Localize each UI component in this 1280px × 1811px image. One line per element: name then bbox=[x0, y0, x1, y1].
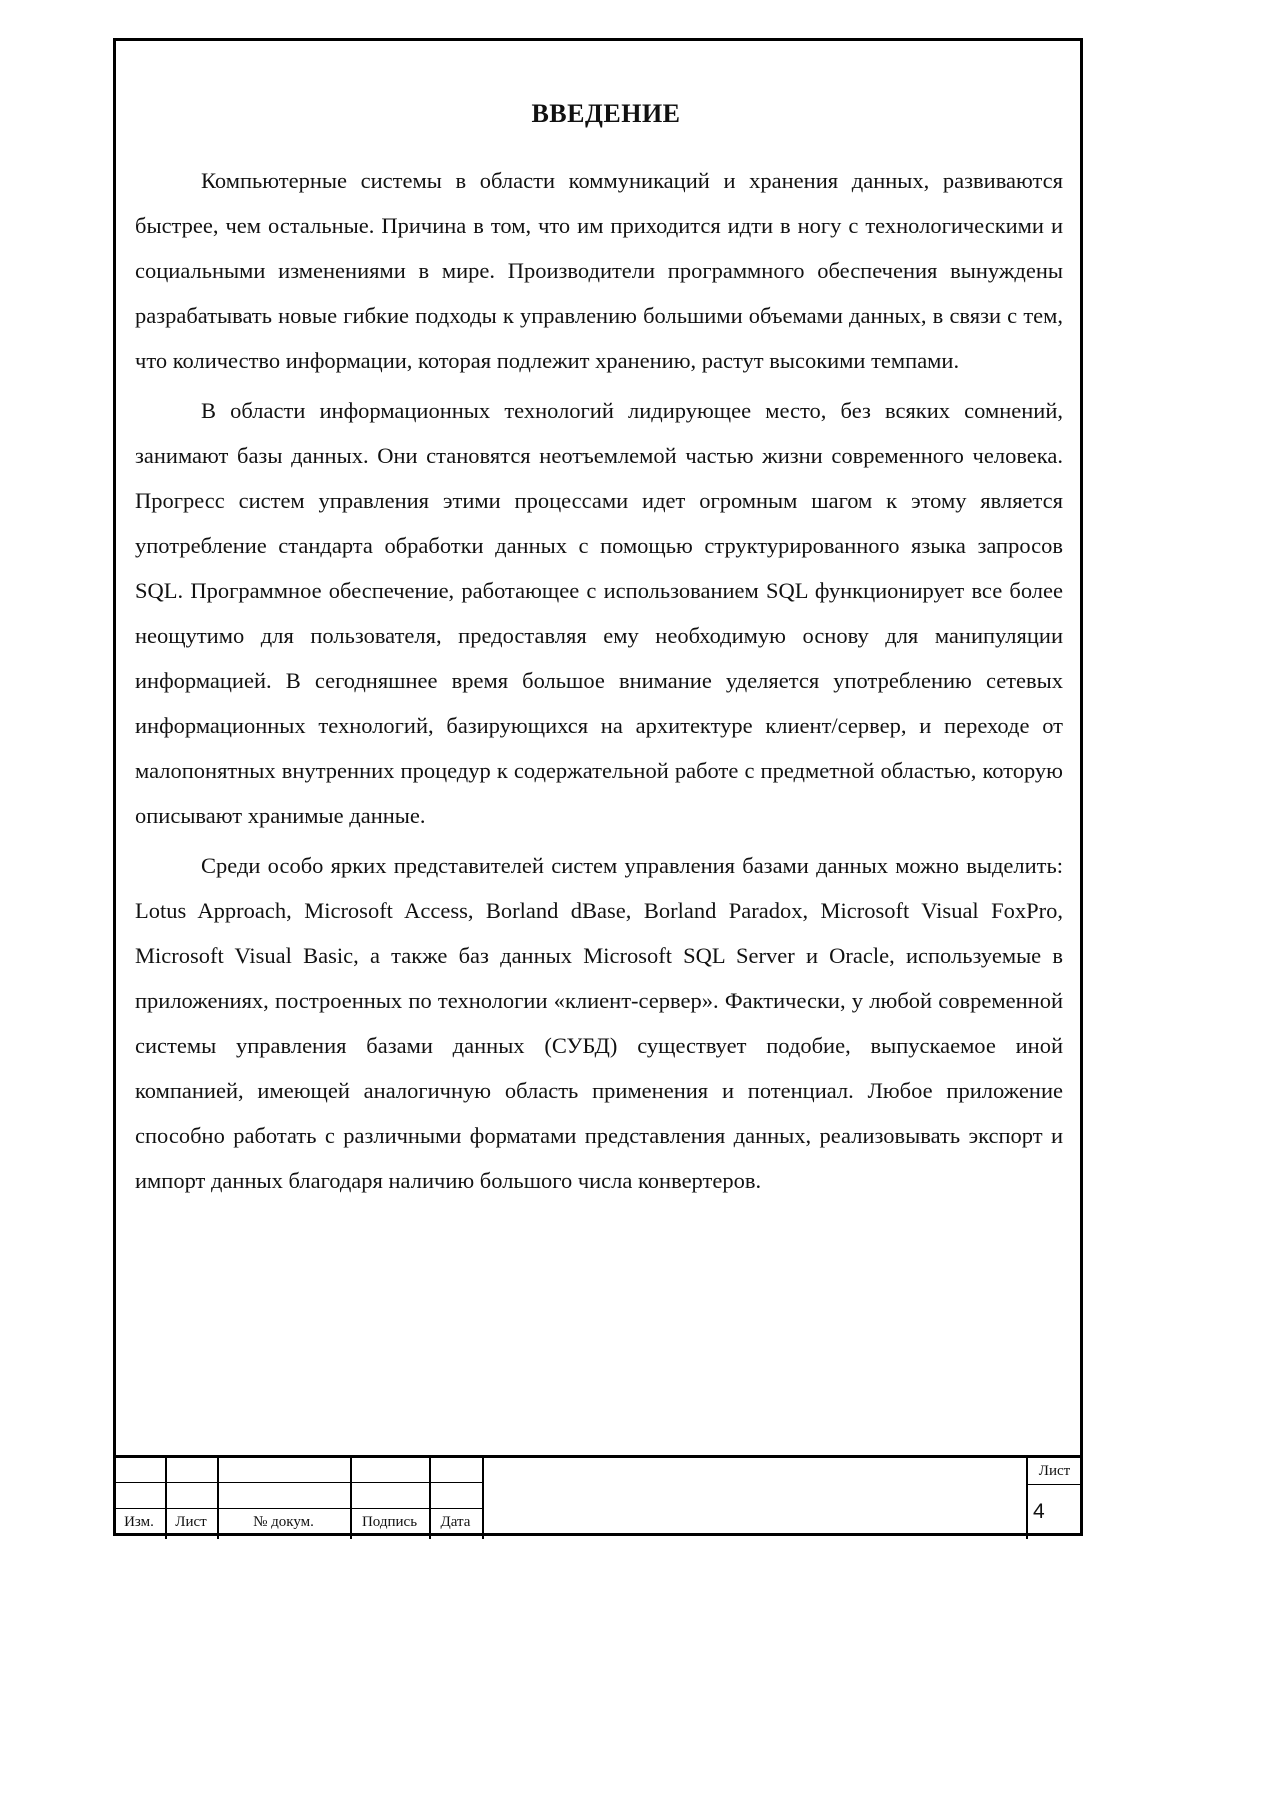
sheet-number: 4 bbox=[1033, 1500, 1045, 1523]
body-text bbox=[135, 158, 1063, 1208]
stamp-col-date: Дата bbox=[440, 1514, 471, 1530]
stamp-col-doc-number: № докум. bbox=[253, 1514, 314, 1530]
stamp-col-izm: Изм. bbox=[124, 1514, 154, 1530]
sheet-label: Лист bbox=[1038, 1463, 1071, 1479]
stamp-col-signature: Подпись bbox=[361, 1514, 418, 1530]
paragraph-3: Среди особо ярких представителей систем управления базами данных можно выделить: Lotus Approach, Microsoft Access, Borland dBase, Borland Paradox, Microsoft Visual FoxPro, Microsoft Visual Basic, а также баз данных Microsoft SQL Server и Oracle, используемые в приложениях, построенных по технологии «клиент-сервер». Фактически, у любой современной системы управления базами данных (СУБД) существует подобие, выпускаемое иной компанией, имеющей аналогичную область применения и потенциал. Любое приложение способно работать с различными форматами представления данных, реализовывать экспорт и импорт данных благодаря наличию большого числа конвертеров. bbox=[135, 853, 1063, 1193]
title-block-stamp bbox=[113, 1455, 1083, 1539]
page-title: ВВЕДЕНИЕ bbox=[531, 99, 681, 128]
paragraph-1: Компьютерные системы в области коммуникаций и хранения данных, развиваются быстрее, чем остальные. Причина в том, что им приходится идти в ногу с технологическими и социальными изменениями в мире. Производители программного обеспечения вынуждены разрабатывать новые гибкие подходы к управлению большими объемами данных, в связи с тем, что количество информации, которая подлежит хранению, растут высокими темпами. bbox=[135, 168, 1063, 373]
page-frame bbox=[113, 38, 1083, 1536]
stamp-col-list: Лист bbox=[175, 1514, 207, 1530]
paragraph-2: В области информационных технологий лидирующее место, без всяких сомнений, занимают базы данных. Они становятся неотъемлемой частью жизни современного человека. Прогресс систем управления этими процессами идет огромным шагом к этому является употребление стандарта обработки данных с помощью структурированного языка запросов SQL. Программное обеспечение, работающее с использованием SQL функционирует все более неощутимо для пользователя, предоставляя ему необходимую основу для манипуляции информацией. В сегодняшнее время большое внимание уделяется употреблению сетевых информационных технологий, базирующихся на архитектуре клиент/сервер, и переходе от малопонятных внутренних процедур к содержательной работе с предметной областью, которую описывают хранимые данные. bbox=[135, 398, 1063, 828]
